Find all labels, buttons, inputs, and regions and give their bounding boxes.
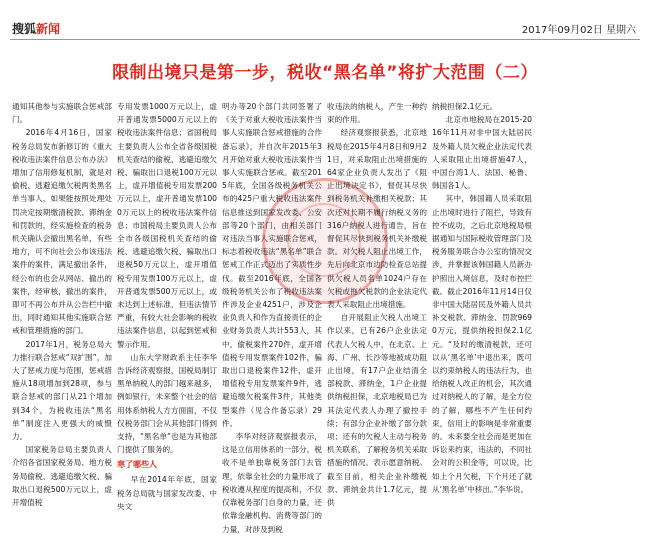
text-column-1 — [12, 100, 112, 508]
paragraph: 通知其他参与实施联合惩戒部门。 — [12, 102, 112, 125]
paragraph: 北京市地税局在2015-2016年11月对非中国大陆居民及外籍人员欠税企业法定代表人采取阻止出境措施47人，中国台湾1人、法国、秘鲁、韩国各1人。 — [432, 115, 532, 191]
paragraph: 纳税担保2.1亿元。 — [432, 102, 498, 111]
brand-sub-text: 新闻 — [36, 22, 61, 36]
paragraph: 收违法的纳税人，产生一种约束的作用。 — [327, 102, 427, 125]
text-column-3 — [222, 100, 322, 534]
text-column-2 — [117, 100, 217, 511]
paragraph: 专用发票1000万元以上，虚开普通发票5000万元以上的税收违法案件信息；省国税局主要负责人公布全省各级国税机关查结的偷税、逃避追缴欠税、骗取出口退税100万元以上，虚开增值税专用发票200万元以上，虚开普通发票1000万元以上的税收违法案件信息；市国税局主要负责人公布全市各级国税机关查结的偷税、逃避追缴欠税、骗取出口退税50万元以上，虚开增值税专用发票100万元以上，虚开普通发票500万元以上，或未达到上述标准，但违法情节严重，有较大社会影响的税收违法案件信息，以起到惩戒和警示作用。 — [117, 102, 217, 349]
brand-logo[interactable] — [12, 20, 60, 37]
paragraph: 早在2014年年底，国家税务总局就与国家发改委、中央文 — [117, 475, 217, 511]
paragraph: 2017年1月，税务总局大力推行联合惩戒“双扩围”，加大了惩戒力度与范围，惩戒措施从18项增加到28项，参与联合惩戒的部门从21个增加到34个，为税收违法“黑名单”制度注入更强大的威慑力。 — [12, 339, 112, 442]
paragraph: 其中，韩国籍人员采取阻止出境时进行了阻拦，导致有控不成功，之后北京地税局根据通知与国际税收管理部门及税务服务联合办公室的情况交涉，并掌握该韩国籍人员新办护照出入境信息，及时布控拦截。截止2016年11月14日仅非中国大陆居民及外籍人员共补交税款、滞纳金、罚款9690万元，提供纳税担保2.1亿元。“及时的缴清税款，还可以从‘黑名单’中退出来，既可以约束纳税人的违法行为，也给纳税人改正的机会，其次通过对纳税人的了解，是全方位的了解，哪些不产生任何约束，信用上的影响是非常重要的。未来要全社会而是更加在诉讼来约束，违法的，不同社会对的公积金等，可以说，比如上个月欠税，下个月还了就从‘黑名单’中移出。”李华说。 — [432, 194, 532, 494]
text-column-4 — [327, 100, 427, 508]
paragraph: 2016年4月16日，国家税务总局发布新修订的《重大税收违法案件信息公布办法》增加了信用修复机制，就是对偷税、逃避追缴欠税两类黑名单当事人，如果能按照处理处罚决定按期缴清税款、滞纳金和罚款的，经实施检查的税务机关确认会撤出黑名单，有些地方，可不向社会公布该违法案件的案件，满足撤出条件，经公布的也会从网站、撤出的案件，经审核，撤出的案件，即可不再公布并从公告栏中撤出，同时通知其他实施联合惩戒和管理措施的部门。 — [12, 128, 112, 336]
paragraph: 李华对经济观察报表示，这是立信用体系的一部分，税收不是单独靠税务部门去管理，依靠全社会的力量形成了税收遵从程度的提高和，不仅仅靠税务部门自身的力量，还依靠金融机构、消费等部门的力量，对涉及到税 — [222, 432, 322, 534]
header-divider — [10, 39, 640, 40]
paragraph: 经济观察报获悉，北京地税局在2015年4月8日和9月21日，对采取阻止出境措施的64家企业负责人发出了《阻止出境决定书》，督促其尽快到税务机关补缴相关税款；其次还对长期不履行纳税义务的316户纳税人进行通告，旨在督促其尽快到税务机关补缴税款。对欠税人阻止出境工作，先后向北京市边防检查总站提供欠税人员名单1024户存在欠税或拖欠税款的企业法定代表人采取阻止出境措施。 — [327, 128, 427, 310]
paragraph: 明办等20个部门共同签署了《关于对重大税收违法案件当事人实施联合惩戒措施的合作备忘录》，并自次年2015年3月开始对重大税收违法案件当事人实施联合惩戒。截至2015年底，全国各级税务机关公布的425户重大税收违法案件信息推送到国家发改委、公安部等20个部门，由相关部门对违法当事人实施联合惩戒，标志着税收违法“黑名单”联合惩戒工作正式迈出了实质性步伐。截至2016年底，全国各级税务机关公布了税收违法案件涉及企业4251户，涉及企业负责人和作为直接责任的企业财务负责人共计553人，其中，偷税案件270件，虚开增值税专用发票案件102件，骗取出口退税案件12件，虚开增值税专用发票案件9件，逃避追缴欠税案件3件，其他类型案件（见合作备忘录）29件。 — [222, 102, 322, 428]
text-column-5 — [432, 100, 532, 494]
text-column-6 — [537, 100, 637, 456]
article-headline: 限制出境只是第一步，税收“黑名单”将扩大范围（二） — [112, 63, 538, 83]
publish-date: 2017年09月02日 星期六 — [521, 25, 636, 36]
brand-main-text: 搜狐 — [12, 22, 37, 36]
paragraph: 国家税务总局主要负责人介绍各省国家税务局、地方税务局偷税、逃避追缴欠税、骗取出口退税500万元以上，虚开增值税 — [12, 445, 112, 508]
section-heading: 寒了哪些人 — [117, 460, 157, 470]
paragraph: 自开展阻止欠税人出境工作以来，已有26户企业法定代表人欠税人中，在北京、上海、广州、长沙等地被成功阻止出境，有17户企业结清全部税款、滞纳金，1户企业提供纳税担保，北京地税局已为其法定代表人办理了撤控手续；有部分企业补缴了部分款项；还有的欠税人主动与税务机关联系，了解税务机关采取措施的情况。表示愿意纳税。截至目前，相关企业补缴税款、滞纳金共计1.7亿元，提供 — [327, 313, 427, 508]
paragraph: 山东大学财政系主任李华告诉经济观察报，国税局制订黑单纳税人的部门越来越多，例如银行，未来整个社会的信用体系纳税人方方面面，不仅仅税务部门会从其他部门得到支持，“黑名单”也是为其他部门提供了服务的。 — [117, 352, 217, 455]
